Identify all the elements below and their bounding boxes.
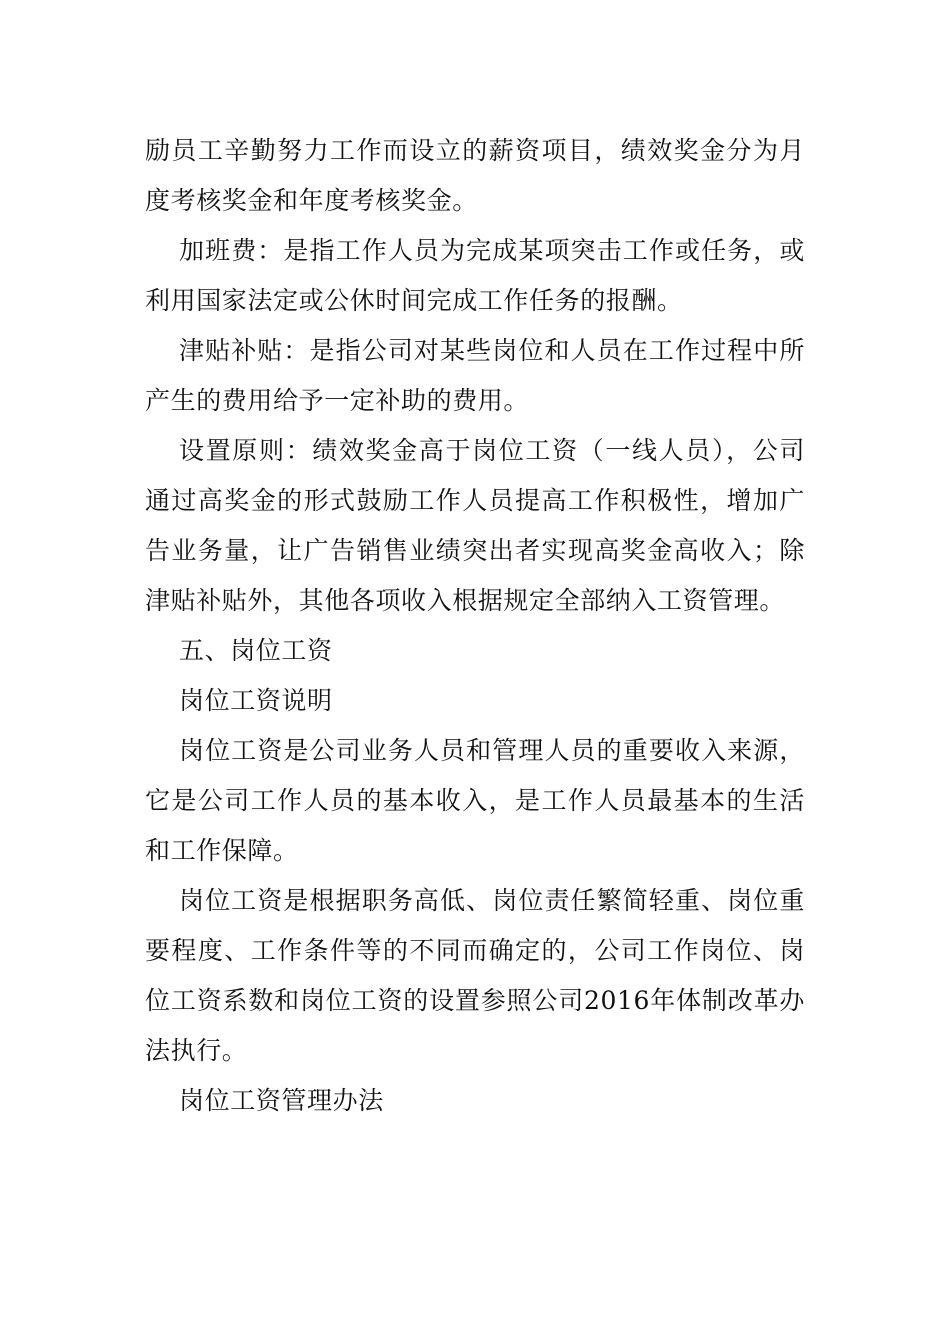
document-page bbox=[145, 126, 805, 1126]
paragraph-2: 加班费：是指工作人员为完成某项突击工作或任务，或利用国家法定或公休时间完成工作任务的报酬。 bbox=[145, 236, 805, 315]
paragraph-4: 设置原则：绩效奖金高于岗位工资（一线人员），公司通过高奖金的形式鼓励工作人员提高工作积极性，增加广告业务量，让广告销售业绩突出者实现高奖金高收入；除津贴补贴外，其他各项收入根据规定全部纳入工资管理。 bbox=[145, 436, 805, 615]
paragraph-1: 励员工辛勤努力工作而设立的薪资项目，绩效奖金分为月度考核奖金和年度考核奖金。 bbox=[145, 136, 805, 215]
paragraph-3: 津贴补贴：是指公司对某些岗位和人员在工作过程中所产生的费用给予一定补助的费用。 bbox=[145, 336, 805, 415]
subheading-salary-management: 岗位工资管理办法 bbox=[179, 1086, 384, 1115]
subheading-salary-description: 岗位工资说明 bbox=[179, 686, 333, 715]
paragraph-7: 岗位工资是公司业务人员和管理人员的重要收入来源，它是公司工作人员的基本收入，是工作人员最基本的生活和工作保障。 bbox=[145, 736, 805, 865]
section-heading-five: 五、岗位工资 bbox=[179, 636, 333, 665]
paragraph-8: 岗位工资是根据职务高低、岗位责任繁简轻重、岗位重要程度、工作条件等的不同而确定的，公司工作岗位、岗位工资系数和岗位工资的设置参照公司2016年体制改革办法执行。 bbox=[145, 886, 805, 1065]
